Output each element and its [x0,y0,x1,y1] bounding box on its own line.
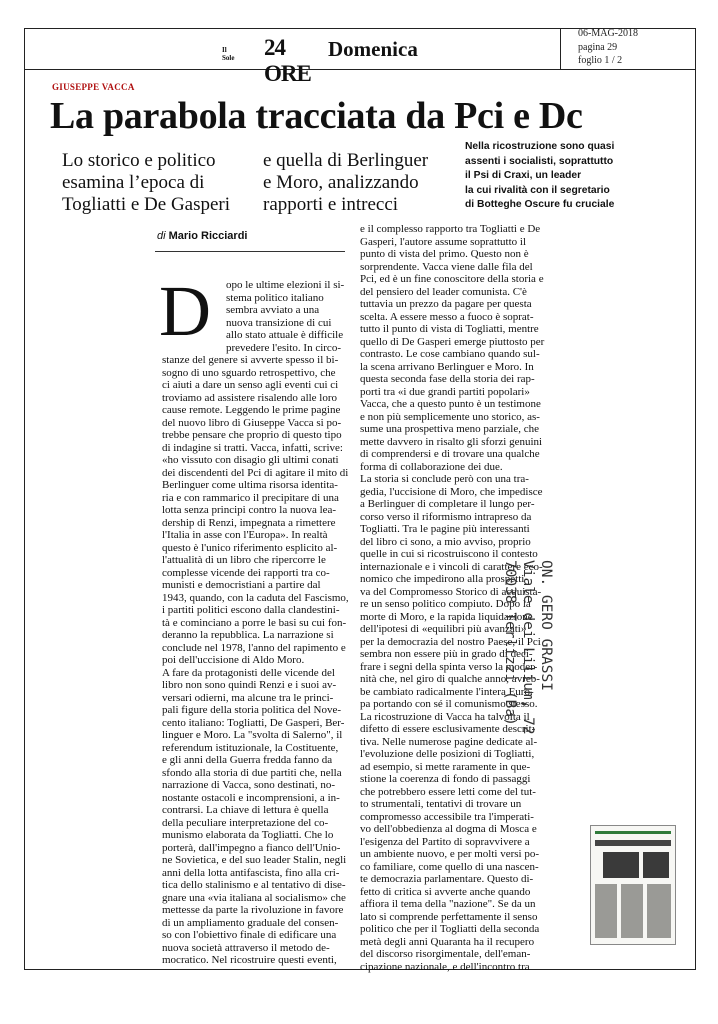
text-line: libro non sono quindi Renzi e i suoi av- [162,679,337,691]
text-line: e gli anni della Guerra fredda fanno da [162,754,333,766]
text-line: gedia, l'uccisione di Moro, che impedisce [360,485,543,498]
stamp-line: ON. GERO GRASSI [538,560,554,691]
text-line: sume una prospettiva meno parziale, che [360,423,539,435]
stamp-line: Viale dei Lilium, 72 [520,560,536,735]
topic-author: GIUSEPPE VACCA [52,82,135,92]
subhead-line: rapporti e intrecci [263,194,399,215]
deck-line: il Psi di Craxi, un leader [465,170,582,181]
subhead-line: e Moro, analizzando [263,172,419,193]
text-line: opo le ultime elezioni il si- [226,279,345,291]
text-line: va del Compromesso Storico di acquista- [360,585,542,598]
text-line: so con l'obiettivo finale di edificare una [162,929,337,941]
text-line: nostante ostacoli e incomprensioni, a in- [162,791,340,804]
text-line: difetto di essere esclusivamente descrit- [360,723,536,735]
text-line: frare i segni della spinta verso la moder- [360,660,538,673]
text-line: che potrebbero essere letti come del tut- [360,785,536,798]
text-line: conclude nel 1978, l'anno del rapimento e [162,641,346,654]
dropcap: D [159,271,211,351]
text-line: stione la coerenza di fondo di passaggi [360,773,531,785]
text-line: ci aiuti a dare un senso agli eventi cui ci [162,379,339,391]
text-line: i partiti politici escono dalla clandestini- [162,604,340,616]
text-line: dei discendenti del Pci di agitare il mito di [162,466,349,479]
text-line: l'Italia in asse con l'Europa». In realtà [162,529,328,541]
text-line: sembra non essere più in grado di deci- [360,648,533,660]
text-line: di un ampliamento graduale del consen- [162,916,339,929]
text-line: versari odierni, ma alcune tra le princi- [162,691,334,704]
text-line: morte di Moro, e la rapida liquidazione [360,610,533,623]
text-line: quello di De Gasperi emerge piuttosto per [360,335,545,348]
text-line: «ho vissuto con disagio gli ultimi conati [162,454,339,466]
subhead-middle [263,150,428,216]
text-line: l'attualità di un libro che ripercorre le [162,554,326,566]
text-line: deranno la repubblica. La narrazione si [162,629,334,641]
text-line: scelta. A essere messo a fuoco è soprat- [360,310,534,323]
text-line: tuttavia un prezzo da pagare per questa [360,298,532,310]
clipping-page: pagina 29 [578,42,618,53]
clipping-date: 06-MAG-2018 [578,28,638,39]
text-line: referendum istituzionale, la Costituente, [162,741,339,754]
text-line: corso verso il riformismo intrapreso da [360,510,532,523]
text-line: 1943, quando, con la caduta del Fascismo, [162,591,349,604]
text-line: questo è l'unico riferimento esplicito al- [162,541,338,554]
text-line: punto di vista del primo. Questo non è [360,248,529,260]
text-line: Pci, ed è un fine conoscitore della storia e [360,273,544,285]
text-line: A fare da protagonisti delle vicende del [162,666,335,679]
text-line: e non più semplicemente uno storico, as- [360,410,540,423]
text-line: porti tra «i due grandi partiti popolari» [360,385,530,398]
text-line: be cambiato radicalmente l'intera Euro- [360,685,534,698]
text-line: ria e con rammarico il precipitare di una [162,491,339,504]
text-line: Vacca, che a questo punto è un testimone [360,398,541,410]
text-line: forma di collaborazione dei due. [360,460,503,473]
text-line: fetto di critica si avverte anche quando [360,885,531,898]
deck-summary [465,140,665,213]
deck-line: la cui rivalità con il segretario [465,184,610,196]
text-line: ad esempio, si mette raramente in que- [360,760,531,773]
headline: La parabola tracciata da Pci e Dc [50,95,583,137]
text-line: nuova società attraverso il metodo de- [162,941,330,954]
byline-rule [155,251,345,252]
text-line: internazionale e i vincoli di carattere eco- [360,560,543,573]
text-line: poi dell'uccisione di Aldo Moro. [162,654,305,666]
text-line: tiva. Nelle numerose pagine dedicate al- [360,735,538,748]
column-1 [162,354,349,967]
text-line: anni della lotta antifascista, fino alla cri- [162,866,340,879]
clipping-sheet: foglio 1 / 2 [578,55,623,66]
text-line: politico che per il Togliatti della seconda [360,923,540,935]
text-line: ne Sovietica, e del suo leader Stalin, negli [162,854,347,866]
text-line: della peculiare interpretazione del co- [162,816,329,829]
text-line: re un senso politico compiuto. Dopo la [360,598,531,610]
text-line: pa portando con sé il comunismo stesso. [360,698,538,710]
text-line: gnare una «via italiana al socialismo» che [162,891,346,904]
text-line: di comprendersi e di trovare una qualche [360,448,540,460]
text-line: stema politico italiano [226,291,324,304]
text-line: troviamo ad assistere risalendo alle loro [162,391,338,404]
text-line: sorprendente. Vacca viene dalle fila del [360,260,533,273]
text-line: te democrazia parlamentare. Questo di- [360,873,534,885]
byline-name: Mario Ricciardi [168,230,248,242]
text-line: munismo elaborata da Togliatti. Che lo [162,829,334,841]
text-line: narrazione di Vacca, sono destinati, no- [162,779,335,791]
subhead-line: e quella di Berlinguer [263,150,429,171]
page-thumbnail [590,825,676,945]
text-line: prevedere l'esito. In circo- [226,341,341,354]
masthead-small: Il Sole [222,46,235,62]
deck-line: Nella ricostruzione sono quasi [465,141,615,152]
masthead-logo: 24 ORE [264,35,311,86]
text-line: quelle in cui si ricostruiscono il contesto [360,548,538,560]
text-line: trebbe pensare che proprio di questo tipo [162,429,342,441]
text-line: munisti e democristiani a partire dal [162,579,321,591]
text-line: nomico che impedirono alla prospetti- [360,573,529,585]
text-line: cause remote. Leggendo le prime pagine [162,404,341,416]
deck-line: assenti i socialisti, soprattutto [465,155,614,167]
text-line: sembra avviato a una [226,304,320,316]
subhead-line: Lo storico e politico [62,150,216,171]
text-line: compromesso accessibile tra l'imperati- [360,810,534,823]
deck-line: di Botteghe Oscure fu cruciale [465,199,615,210]
text-line: mettesse da parte la rivoluzione in favore [162,904,344,916]
text-line: questa seconda fase della storia dei rap- [360,373,535,385]
text-line: to strumentali, tentativi di trovare un [360,798,522,810]
text-line: lotta senza principi contro la nuova lea- [162,504,337,516]
text-line: del nuovo libro di Giuseppe Vacca si po- [162,416,342,429]
text-line: complesse vicende dei rapporti tra co- [162,566,330,579]
text-line: pali figure della storia politica del Nove- [162,704,341,716]
text-line: La ricostruzione di Vacca ha talvolta il [360,710,530,723]
text-line: di indagine si tratti. Vacca, infatti, scrive: [162,441,343,454]
text-line: e il complesso rapporto tra Togliatti e De [360,223,541,235]
text-line: La storia si conclude però con una tra- [360,473,529,485]
text-line: del pensiero del leader comunista. C'è [360,285,527,298]
text-line: tica dello stalinismo e al tentativo di dise- [162,879,346,891]
text-line: contrasto. Le cose cambiano quando sul- [360,348,540,360]
text-line: mette davvero in risalto gli sforzi genuini [360,435,543,448]
text-line: a Berlinguer di completare il lungo per- [360,498,535,510]
text-line: nuova transizione di cui [226,316,332,329]
subhead-line: esamina l’epoca di [62,172,205,193]
text-line: allo stato attuale è difficile [226,329,344,341]
text-line: mocratico. Nel ricostruire questi eventi, [162,954,337,966]
masthead-section: Domenica [328,37,418,61]
text-line: dell'ipotesi di «equilibri più avanzati» [360,623,527,635]
subhead-left [62,150,230,216]
text-line: sogno di uno sguardo retrospettivo, che [162,366,336,379]
text-line: contrarsi. La chiave di lettura è quella [162,804,329,816]
text-line: l'evoluzione delle posizioni di Togliatti, [360,748,535,760]
text-line: un ambiente nuovo, e per molti versi po- [360,848,540,860]
stamp-line: 70038 Terlizzi (Ba) [502,560,518,726]
text-line: la scena arrivano Berlinguer e Moro. In [360,360,534,373]
text-line: porterà, dall'impegno a fianco dell'Unio- [162,841,341,854]
text-line: dership di Renzi, impegnata a rimettere [162,516,336,529]
text-line: cipazione nazionale, e dell'incontro tra [360,960,530,973]
text-line: del discorso risorgimentale, dell'eman- [360,948,531,960]
text-line: tà e cominciano a porre le basi su cui fon- [162,616,347,629]
text-line: linguer e Moro. La "svolta di Salerno", il [162,729,343,741]
text-line: nità che, nel giro di qualche anno, avreb- [360,673,540,685]
text-line: co familiare, come quello di una nascen- [360,860,539,873]
text-line: lato si comprende perfettamente il senso [360,910,538,923]
clipping-info-box [561,28,696,70]
column-1-intro [226,279,344,354]
text-line: cento italiano: Togliatti, De Gasperi, Ber- [162,716,345,729]
text-line: stanze del genere si avverte spesso il bi- [162,354,339,366]
text-line: vo dell'obbedienza al dogma di Mosca e [360,823,537,835]
text-line: affiora il tema della "nazione". Se da un [360,898,536,910]
text-line: l'esigenza del Partito di sopravvivere a [360,835,530,848]
byline [157,230,247,242]
text-line: Gasperi, l'autore assume soprattutto il [360,235,527,248]
text-line: sfondo alla storia di due partiti che, nella [162,766,342,779]
text-line: per la democrazia del nostro Paese, il Pci [360,635,541,648]
text-line: Berlinguer come ultima risorsa identita- [162,479,338,491]
byline-prefix: di [157,230,166,242]
text-line: Togliatti. Tra le pagine più interessanti [360,523,530,535]
text-line: metà degli anni Quaranta ha il recupero [360,935,535,948]
subhead-line: Togliatti e De Gasperi [62,194,231,215]
address-stamp [502,560,555,735]
text-line: del libro ci sono, a mio avviso, proprio [360,535,531,548]
text-line: tutto il punto di vista di Togliatti, mentre [360,323,539,335]
